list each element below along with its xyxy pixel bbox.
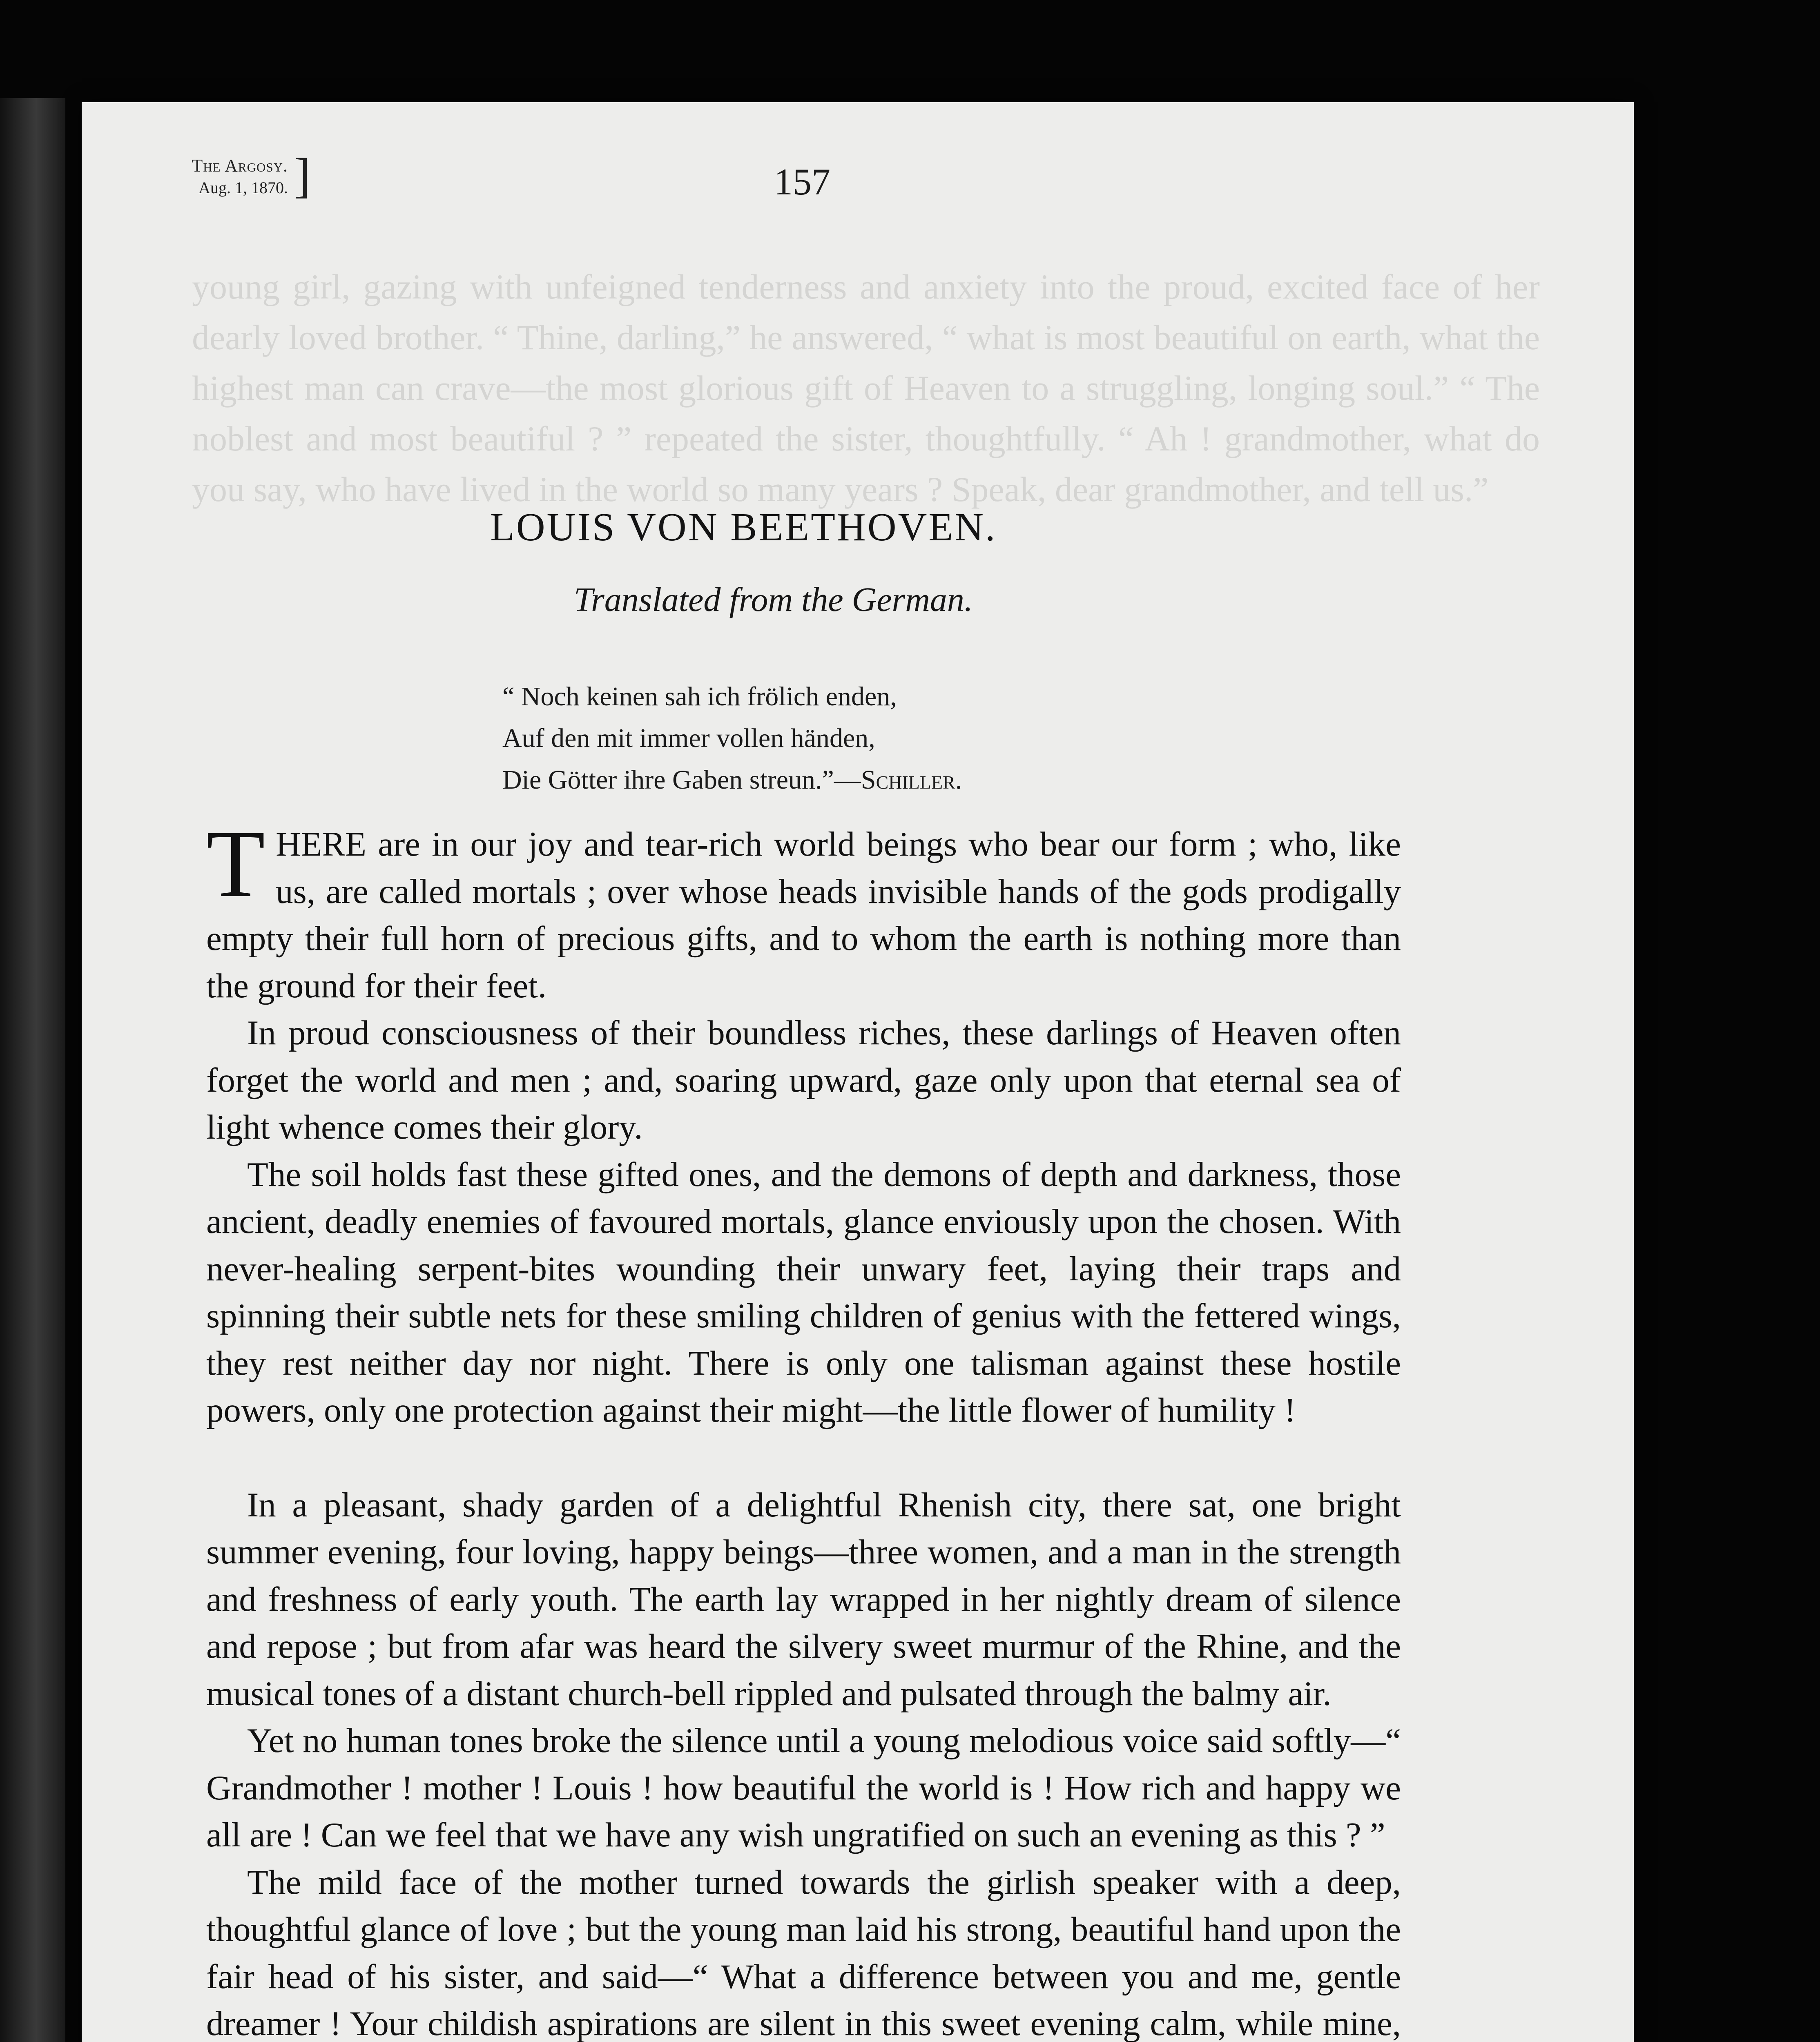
epigraph-line: Auf den mit immer vollen händen, <box>502 723 875 753</box>
left-page-edge <box>0 98 65 2042</box>
paragraph: The mild face of the mother turned towards the girlish speaker with a deep, thoughtful glance of love ; but the young man laid his strong, beautiful hand upon the fair head of his sister, and said—“ What a difference between you and me, gentle dreamer ! Your childish aspirations are silent in this sweet evening calm, while mine, <box>206 1863 1401 2042</box>
paragraph: In proud consciousness of their boundless riches, these darlings of Heaven often forget the world and men ; and, soaring upward, gaze only upon that eternal sea of light whence comes their glory. <box>206 1014 1401 1146</box>
article-subtitle: Translated from the German. <box>574 581 973 619</box>
running-header <box>153 155 288 208</box>
epigraph-line: Die Götter ihre Gaben streun.”—Schiller. <box>502 765 962 795</box>
article-title: LOUIS VON BEETHOVEN. <box>490 505 997 549</box>
issue-date: Aug. 1, 1870. <box>199 178 288 197</box>
epigraph-line: “ Noch keinen sah ich frölich enden, <box>502 682 897 711</box>
epigraph <box>502 676 1319 801</box>
drop-cap: T <box>206 811 265 917</box>
paragraph: Yet no human tones broke the silence until a young melodious voice said softly—“ Grandmother ! mother ! Louis ! how beautiful the world is ! How rich and happy we all are ! Can we feel that we have any wish ungratified on such an evening as this ? ” <box>206 1721 1401 1854</box>
paragraph: In a pleasant, shady garden of a delightful Rhenish city, there sat, one bright summer evening, four loving, happy beings—three women, and a man in the strength and freshness of early youth. The earth lay wrapped in her nightly dream of silence and repose ; but from afar was heard the silvery sweet murmur of the Rhine, and the musical tones of a distant church-bell rippled and pulsated through the balmy air. <box>206 1485 1401 1713</box>
article-body <box>206 811 1401 2042</box>
paragraph: The soil holds fast these gifted ones, and the demons of depth and darkness, those ancient, deadly enemies of favoured mortals, glance enviously upon the chosen. With never-healing serpent-bites wounding their unwary feet, laying their traps and spinning their subtle nets for these smiling children of genius with the fettered wings, they rest neither day nor night. There is only one talisman against these hostile powers, only one protection against their might—the little flower of humility ! <box>206 1155 1401 1429</box>
paragraph: THERE are in our joy and tear-rich world beings who bear our form ; who, like us, are called mortals ; over whose heads invisible hands of the gods prodigally empty their full horn of precious gifts, and to whom the earth is nothing more than the ground for their feet. <box>206 811 1401 1005</box>
bleed-through-text: young girl, gazing with unfeigned tenderness and anxiety into the proud, excited face of her dearly loved brother. “ Thine, darling,” he answered, “ what is most beautiful on earth, what the highest man can crave—the most glorious gift of Heaven to a struggling, longing soul.” “ The noblest and most beautiful ? ” repeated the sister, thoughtfully. “ Ah ! grandmother, what do you say, who have lived in the world so many years ? Speak, dear grandmother, and tell us.” <box>192 267 1540 509</box>
page-number: 157 <box>774 161 830 203</box>
epigraph-author: Schiller. <box>861 765 962 795</box>
journal-name: The Argosy. <box>192 156 288 176</box>
header-bracket: ] <box>294 148 310 203</box>
